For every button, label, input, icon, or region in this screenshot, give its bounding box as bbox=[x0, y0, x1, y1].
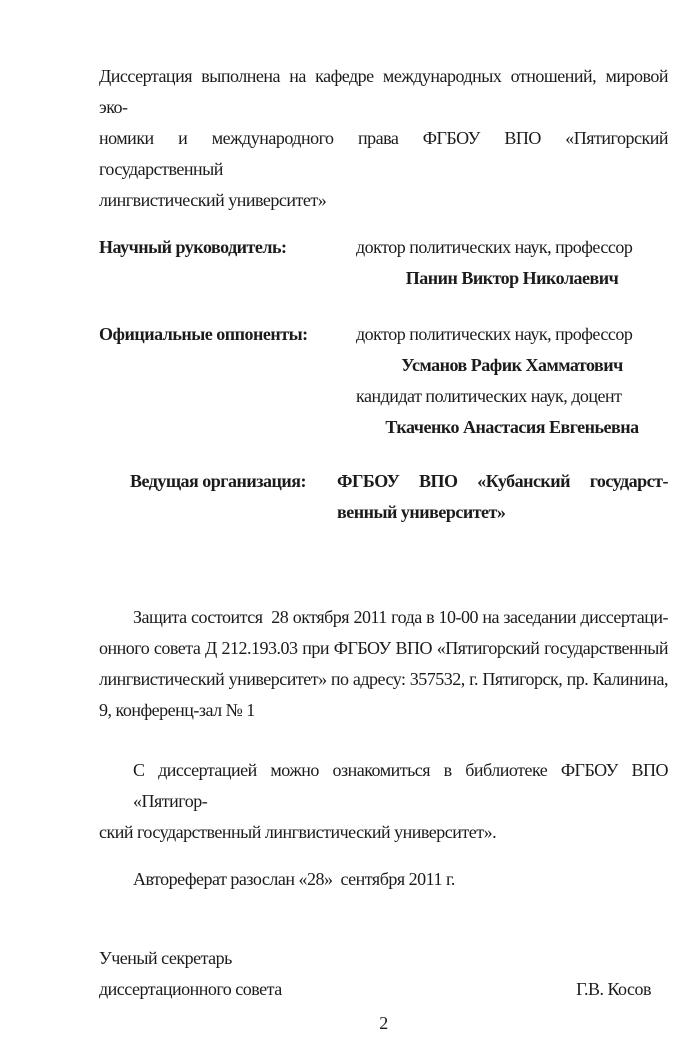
supervisor-label: Научный руководитель: bbox=[99, 237, 287, 257]
abstract-sent-paragraph bbox=[99, 864, 668, 895]
defense-info-paragraph bbox=[99, 602, 668, 726]
text-line: доктор политических наук, профессор bbox=[356, 324, 633, 344]
leading-organization-label: Ведущая организация: bbox=[130, 471, 306, 491]
text-line: венный университет» bbox=[337, 502, 506, 522]
secretary-title-line2: диссертационного совета bbox=[99, 979, 282, 999]
supervisor-value bbox=[356, 232, 668, 294]
text-line: номики и международного права ФГБОУ ВПО «Пятигорский государственный bbox=[99, 128, 672, 179]
text-line: 9, конференц-зал № 1 bbox=[99, 700, 255, 720]
text-line: Диссертация выполнена на кафедре международных отношений, мировой эко- bbox=[99, 66, 672, 117]
opponents-label: Официальные оппоненты: bbox=[99, 324, 308, 344]
page-number: 2 bbox=[379, 1013, 388, 1033]
library-info-paragraph bbox=[99, 755, 672, 848]
text-line: Ткаченко Анастасия Евгеньевна bbox=[385, 417, 639, 437]
text-line: Автореферат разослан «28» сентября 2011 г. bbox=[133, 869, 455, 889]
supervisor-row bbox=[99, 232, 668, 294]
text-line: Усманов Рафик Хамматович bbox=[401, 355, 623, 375]
text-line: доктор политических наук, профессор bbox=[356, 237, 633, 257]
signature-block bbox=[99, 943, 668, 1005]
secretary-title-line1: Ученый секретарь bbox=[99, 948, 232, 968]
leading-organization-row bbox=[99, 466, 668, 528]
opponents-value bbox=[356, 319, 668, 443]
leading-organization-value bbox=[337, 466, 668, 528]
text-line: ский государственный лингвистический университет». bbox=[99, 822, 497, 842]
text-line: Панин Виктор Николаевич bbox=[405, 268, 619, 288]
text-line: кандидат политических наук, доцент bbox=[356, 386, 622, 406]
text-line: лингвистический университет» по адресу: 357532, г. Пятигорск, пр. Калинина, bbox=[99, 669, 668, 689]
text-line: С диссертацией можно ознакомиться в библиотеке ФГБОУ ВПО «Пятигор- bbox=[133, 760, 672, 811]
secretary-name: Г.В. Косов bbox=[576, 979, 651, 999]
text-line: Защита состоится 28 октября 2011 года в 10-00 на заседании диссертаци- bbox=[133, 607, 668, 627]
text-line: онного совета Д 212.193.03 при ФГБОУ ВПО «Пятигорский государственный bbox=[99, 638, 668, 658]
opponents-row bbox=[99, 319, 668, 443]
performed-at-paragraph bbox=[99, 61, 672, 216]
text-line: ФГБОУ ВПО «Кубанский государст- bbox=[337, 471, 668, 491]
text-line: лингвистический университет» bbox=[99, 190, 327, 210]
